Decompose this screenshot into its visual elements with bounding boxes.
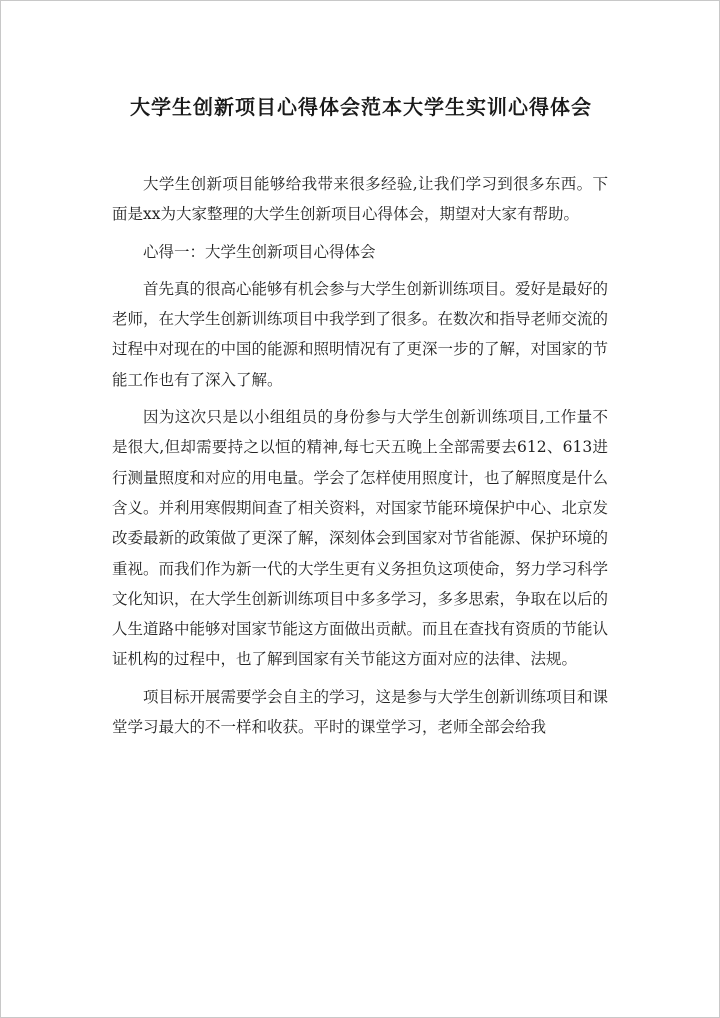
document-title: 大学生创新项目心得体会范本大学生实训心得体会 (130, 95, 592, 119)
paragraph-body: 项目标开展需要学会自主的学习，这是参与大学生创新训练项目和课堂学习最大的不一样和收获。平时的课堂学习，老师全部会给我 (112, 687, 609, 737)
paragraph-body: 因为这次只是以小组组员的身份参与大学生创新训练项目,工作量不是很大,但却需要持之以恒的精神,每七天五晚上全部需要去612、613进行测量照度和对应的用电量。学会了怎样使用照度计，也了解照度是什么含义。并利用寒假期间查了相关资料，对国家节能环境保护中心、北京发改委最新的政策做了更深了解，深刻体会到国家对节省能源、保护环境的重视。而我们作为新一代的大学生更有义务担负这项使命，努力学习科学文化知识，在大学生创新训练项目中多多学习，多多思索，争取在以后的人生道路中能够对国家节能这方面做出贡献。而且在查找有资质的节能认证机构的过程中，也了解到国家有关节能这方面对应的法律、法规。 (112, 408, 609, 669)
document-body (112, 169, 608, 749)
paragraph-body: 首先真的很高心能够有机会参与大学生创新训练项目。爱好是最好的老师，在大学生创新训练项目中我学到了很多。在数次和指导老师交流的过程中对现在的中国的能源和照明情况有了更深一步的了解，对国家的节能工作也有了深入了解。 (112, 279, 609, 389)
paragraph-intro: 大学生创新项目能够给我带来很多经验,让我们学习到很多东西。下面是xx为大家整理的大学生创新项目心得体会，期望对大家有帮助。 (112, 175, 608, 224)
paragraph-section-heading: 心得一：大学生创新项目心得体会 (143, 242, 376, 261)
